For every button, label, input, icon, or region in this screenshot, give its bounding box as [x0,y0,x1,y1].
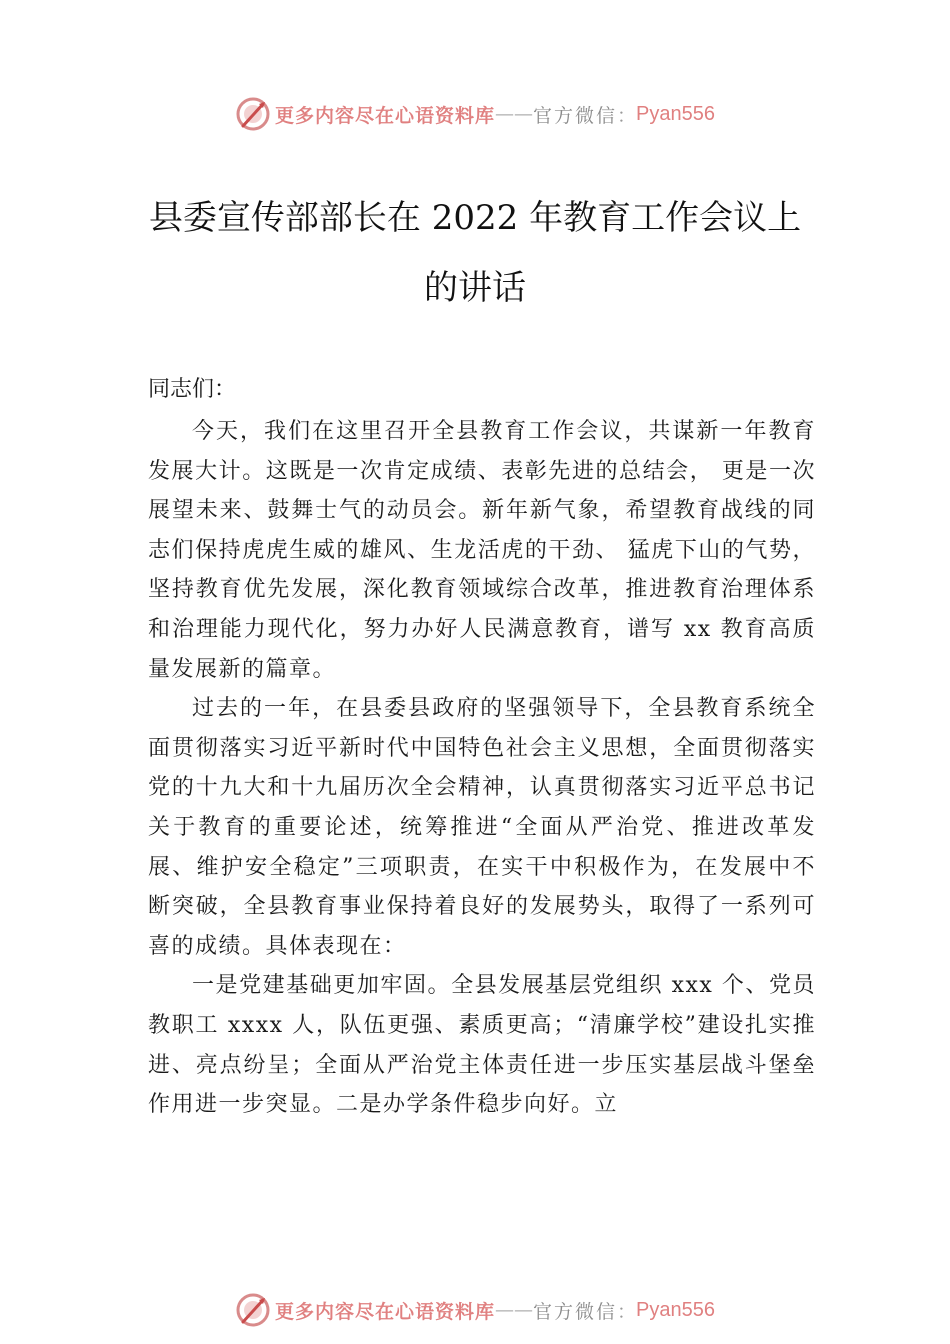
watermark-brand-text: 更多内容尽在心语资料库 [274,104,495,127]
salutation: 同志们： [148,377,237,402]
watermark-banner-bottom [0,1290,950,1330]
pen-logo-icon [235,96,271,132]
watermark-wechat-label: 官方微信 [533,104,618,127]
paragraph: 过去的一年，在县委县政府的坚强领导下，全县教育系统全面贯彻落实习近平新时代中国特色社会主义思想，全面贯彻落实党的十九大和十九届历次全会精神，认真贯彻落实习近平总书记关于教育的重要论述，统筹推进“全面从严治党、推进改革发展、维护安全稳定”三项职责，在实干中积极作为，在发展中不断突破，全县教育事业保持着良好的发展势头，取得了一系列可喜的成绩。具体表现在： [148,696,816,959]
watermark-separator: —— [495,103,533,125]
watermark-colon: ： [617,1300,637,1323]
watermark-colon: ： [617,104,637,127]
watermark-wechat-label: 官方微信 [533,1300,618,1323]
watermark-account: Pyan556 [636,1298,715,1321]
watermark-banner-top [0,94,950,134]
watermark-account: Pyan556 [636,102,715,125]
document-title-line2: 的讲话 [424,268,526,308]
document-title-line1: 县委宣传部部长在 2022 年教育工作会议上 [148,198,802,238]
pen-logo-icon [235,1292,271,1328]
watermark-separator: —— [495,1299,533,1321]
paragraph: 一是党建基础更加牢固。全县发展基层党组织 xxx 个、党员教职工 xxxx 人，队伍更强、素质更高；“清廉学校”建设扎实推进、亮点纷呈；全面从严治党主体责任进一步压实基层战斗堡垒作用进一步突显。二是办学条件稳步向好。立 [148,973,816,1118]
paragraph: 今天，我们在这里召开全县教育工作会议，共谋新一年教育发展大计。这既是一次肯定成绩、表彰先进的总结会， 更是一次展望未来、鼓舞士气的动员会。新年新气象，希望教育战线的同志们保持虎虎生威的雄风、生龙活虎的干劲、 猛虎下山的气势，坚持教育优先发展，深化教育领域综合改革，推进教育治理体系和治理能力现代化，努力办好人民满意教育，谱写 xx 教育高质量发展新的篇章。 [148,419,816,682]
document-body [148,412,816,1125]
watermark-brand-text: 更多内容尽在心语资料库 [274,1300,495,1323]
